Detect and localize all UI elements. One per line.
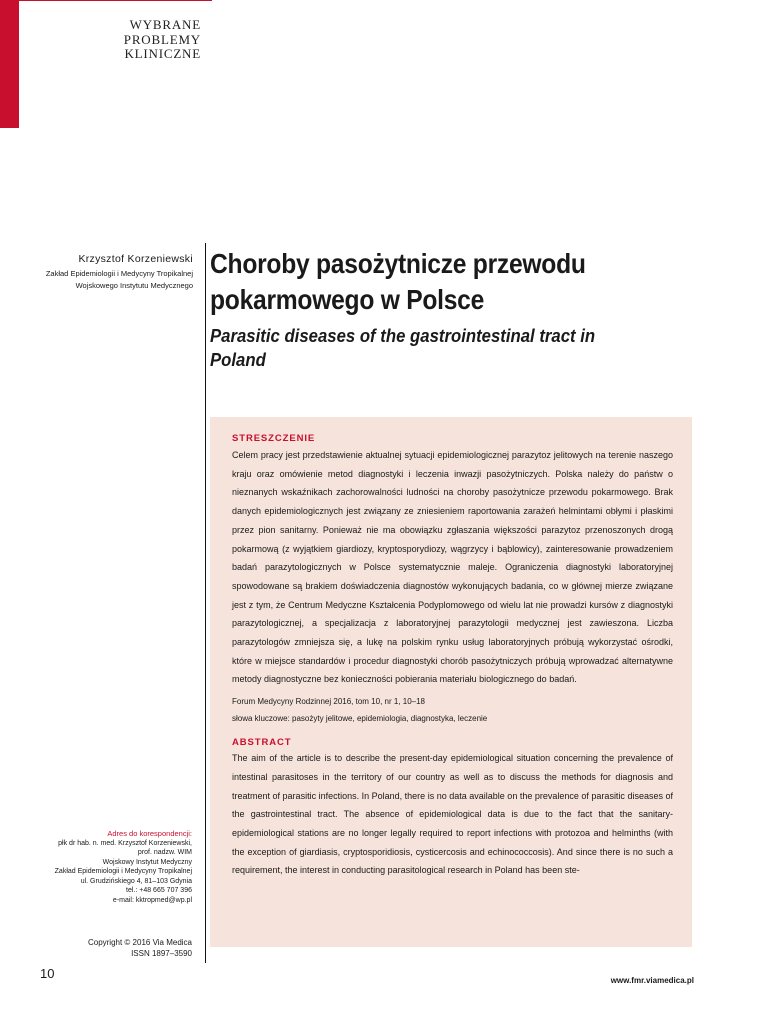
streszczenie-text: Celem pracy jest przedstawienie aktualnej sytuacji epidemiologicznej parazytoz jelitowych na terenie naszego kraju oraz omówienie metod diagnostyki i leczenia inwazji pasożytniczych. Polska należy do państw o nieznanych wskaźnikach zachorowalności ludności na choroby pasożytnicze przewodu pokarmowego. Brak danych epidemiologicznych jest związany ze zniesieniem raportowania zarażeń helmintami obłymi i płaskimi przez pion sanitarny. Ponieważ nie ma obowiązku zgłaszania większości parazytoz przenoszonych drogą pokarmową (z wyjątkiem giardiozy, kryptosporydiozy, wągrzycy i bąblowicy), zainteresowanie prowadzeniem badań parazytologicznych w Polsce systematycznie maleje. Ograniczenia diagnostyki laboratoryjnej spowodowane są brakiem doświadczenia diagnostów wykonujących badania, co w głównej mierze związane jest z tym, że Centrum Medyczne Kształcenia Podyplomowego od wielu lat nie prowadzi kursów z diagnostyki parazytologicznej, a specjalizacja z laboratoryjnej parazytologii medycznej jest zawieszona. Liczba parazytologów zmniejsza się, a lukę na polskim rynku usług laboratoryjnych próbują wykorzystać ośrodki, które w miejsce standardów i procedur diagnostyki chorób pasożytniczych próbują wprowadzać alternatywne metody diagnostyczne bez konieczności pobierania materiału biologicznego do badań. xyxy=(232,450,673,685)
section-label-line3: KLINICZNE xyxy=(124,46,201,61)
author-block xyxy=(30,253,193,292)
correspondence-email: e-mail: kktropmed@wp.pl xyxy=(112,896,192,904)
correspondence-line-6: tel.: +48 665 707 396 xyxy=(126,887,192,894)
correspondence-line-4: Zakład Epidemiologii i Medycyny Tropikalnej xyxy=(54,868,192,875)
author-name: Krzysztof Korzeniewski xyxy=(78,253,193,265)
affiliation-line-2: Wojskowego Instytutu Medycznego xyxy=(75,281,193,290)
section-label xyxy=(100,18,201,62)
title-polish: Choroby pasożytnicze przewodu pokarmowego w Polsce xyxy=(210,248,586,315)
streszczenie-heading: STRESZCZENIE xyxy=(232,433,316,444)
abstract-content xyxy=(232,433,673,880)
correspondence-label: Adres do korespondencji: xyxy=(107,829,192,838)
title-english: Parasitic diseases of the gastrointestinal tract in Poland xyxy=(210,326,596,370)
abstract-text: The aim of the article is to describe the present-day epidemiological situation concerning the prevalence of intestinal parasitoses in the territory of our country as well as to discuss the methods for diagnosis and treatment of parasitic infections. In Poland, there is no data available on the prevalence of parasitic diseases of the gastrointestinal tract. The absence of epidemiological data is due to the fact that the sanitary-epidemiological stations are no longer legally required to report infections with protozoa and helminths (with the exception of giardiasis, cryptosporidiosis, cysticercosis and echinococcosis). And since there is no such a requirement, the interest in conducting parasitological research in Poland has been ste- xyxy=(232,753,673,876)
section-label-line1: WYBRANE xyxy=(129,17,201,32)
keywords: słowa kluczowe: pasożyty jelitowe, epidemiologia, diagnostyka, leczenie xyxy=(232,714,488,724)
issn-line: ISSN 1897–3590 xyxy=(131,948,192,958)
page-number: 10 xyxy=(40,966,55,981)
red-accent-bar xyxy=(0,0,19,128)
abstract-heading: ABSTRACT xyxy=(232,737,292,749)
vertical-divider xyxy=(205,243,206,963)
correspondence-line-2: prof. nadzw. WIM xyxy=(137,849,192,856)
copyright-line: Copyright © 2016 Via Medica xyxy=(87,938,192,947)
abstract-box xyxy=(210,417,692,947)
author-affiliation xyxy=(30,268,193,292)
correspondence-line-5: ul. Grudzińskiego 4, 81–103 Gdynia xyxy=(80,877,192,885)
correspondence-line-3: Wojskowy Instytut Medyczny xyxy=(102,858,192,866)
affiliation-line-1: Zakład Epidemiologii i Medycyny Tropikalnej xyxy=(45,269,193,278)
section-label-line2: PROBLEMY xyxy=(123,31,201,47)
website-url[interactable]: www.fmr.viamedica.pl xyxy=(610,976,694,985)
citation: Forum Medycyny Rodzinnej 2016, tom 10, nr 1, 10–18 xyxy=(232,697,425,707)
correspondence-line-1: płk dr hab. n. med. Krzysztof Korzeniewski, xyxy=(58,839,192,847)
red-top-rule xyxy=(19,0,212,1)
correspondence-block xyxy=(30,829,192,905)
copyright-block xyxy=(30,938,192,959)
